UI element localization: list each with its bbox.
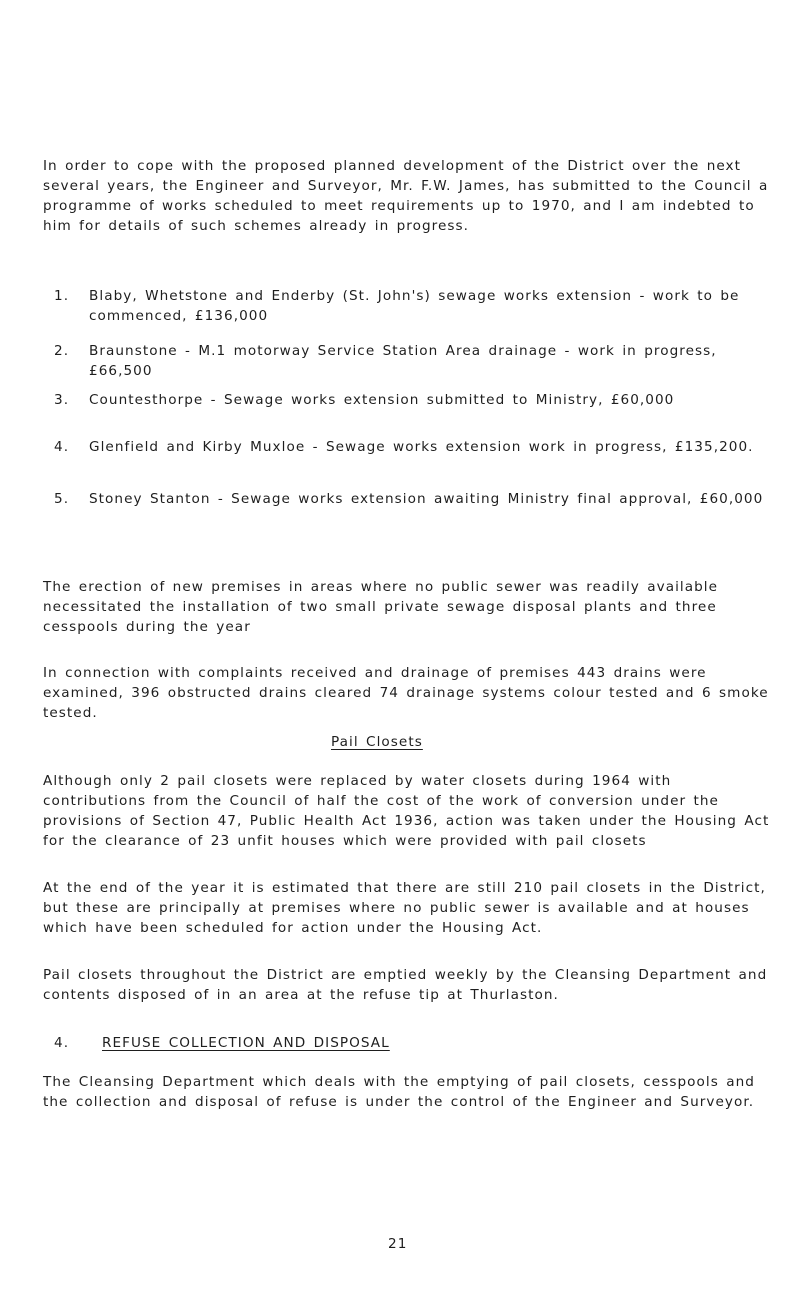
scheme-text: Countesthorpe - Sewage works extension submitted to Ministry, £60,000: [89, 392, 675, 408]
scheme-text: Braunstone - M.1 motorway Service Station Area drainage - work in progress, £66,500: [89, 343, 717, 379]
pail-closets-paragraph-3: Pail closets throughout the District are emptied weekly by the Cleansing Department and contents disposed of in an area at the refuse tip at Thurlaston.: [43, 967, 768, 1003]
scheme-number: 5.: [54, 491, 70, 507]
intro-paragraph: In order to cope with the proposed planned development of the District over the next several years, the Engineer and Surveyor, Mr. F.W. James, has submitted to the Council a programme of works scheduled to meet requirements up to 1970, and I am indebted to him for details of such schemes already in progress.: [43, 158, 769, 234]
scheme-number: 4.: [54, 439, 70, 455]
erection-paragraph: The erection of new premises in areas where no public sewer was readily available necessitated the installation of two small private sewage disposal plants and three cesspools during the year: [43, 579, 719, 635]
refuse-paragraph: The Cleansing Department which deals with the emptying of pail closets, cesspools and the collection and disposal of refuse is under the control of the Engineer and Surveyor.: [43, 1074, 755, 1110]
pail-closets-paragraph-2: At the end of the year it is estimated that there are still 210 pail closets in the District, but these are principally at premises where no public sewer is available and at houses which have been scheduled for action under the Housing Act.: [43, 880, 766, 936]
scheme-number: 1.: [54, 288, 70, 304]
complaints-paragraph: In connection with complaints received and drainage of premises 443 drains were examined, 396 obstructed drains cleared 74 drainage systems colour tested and 6 smoke tested.: [43, 665, 769, 721]
scheme-text: Stoney Stanton - Sewage works extension awaiting Ministry final approval, £60,000: [89, 491, 764, 507]
scheme-text: Blaby, Whetstone and Enderby (St. John's) sewage works extension - work to be commenced, £136,000: [89, 288, 740, 324]
page-number: 21: [388, 1236, 408, 1252]
pail-closets-paragraph-1: Although only 2 pail closets were replaced by water closets during 1964 with contributions from the Council of half the cost of the work of conversion under the provisions of Section 47, Public Health Act 1936, action was taken under the Housing Act for the clearance of 23 unfit houses which were provided with pail closets: [43, 773, 770, 849]
refuse-section-heading: [54, 1033, 390, 1053]
pail-closets-heading: Pail Closets: [331, 734, 423, 750]
section-number: 4.: [54, 1035, 70, 1051]
scheme-number: 3.: [54, 392, 70, 408]
scheme-text: Glenfield and Kirby Muxloe - Sewage works extension work in progress, £135,200.: [89, 439, 754, 455]
scheme-number: 2.: [54, 343, 70, 359]
section-title: REFUSE COLLECTION AND DISPOSAL: [102, 1035, 390, 1051]
